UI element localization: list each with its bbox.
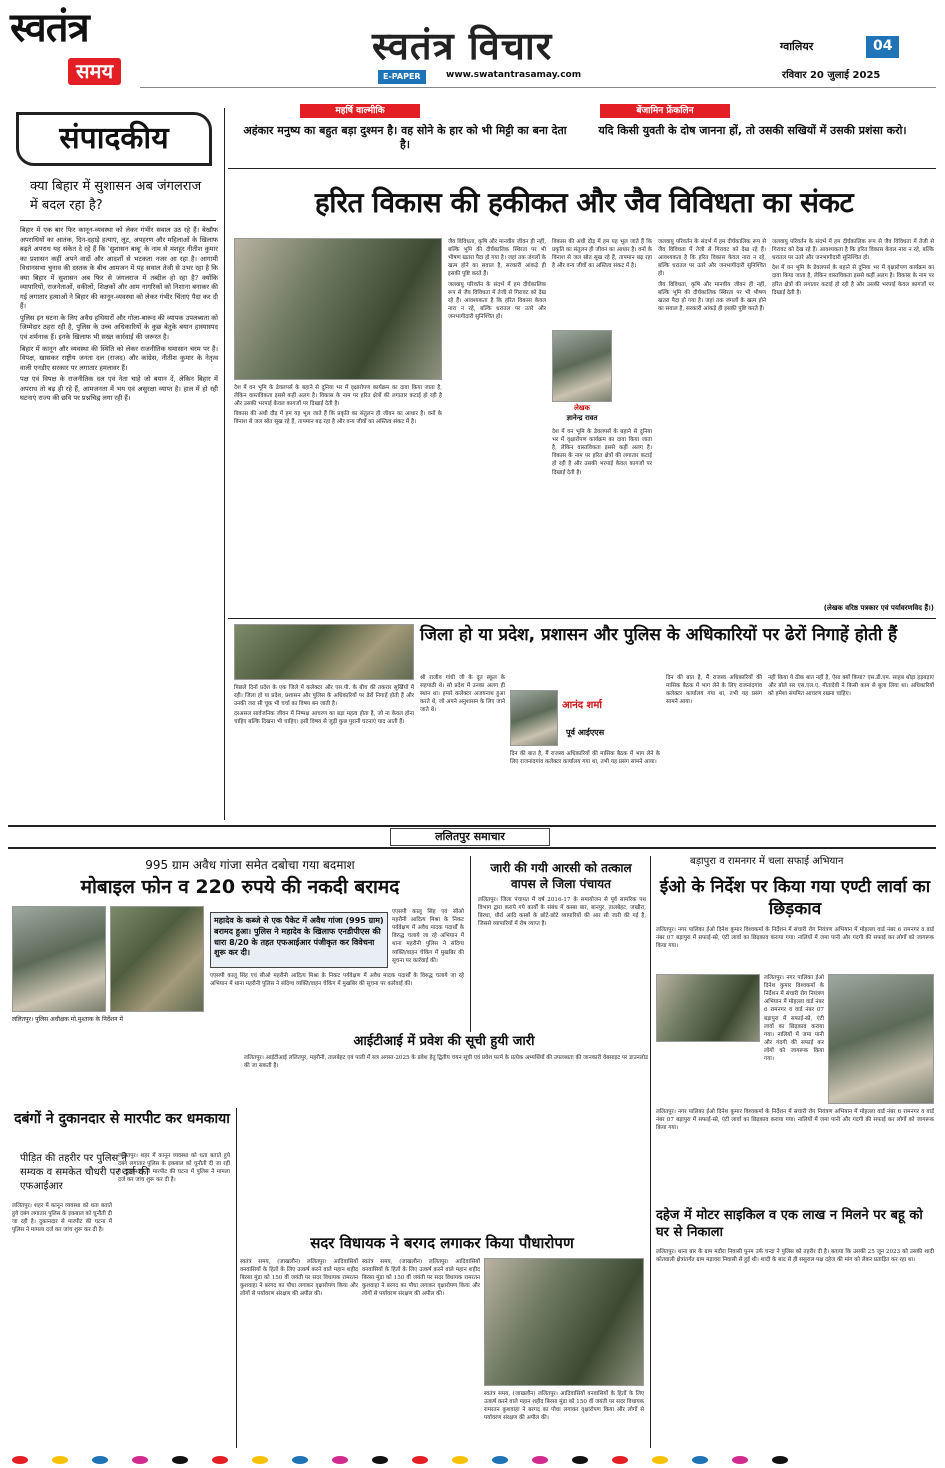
news1-photo-1: [12, 906, 106, 1012]
registration-dot: [492, 1456, 508, 1464]
page-title: स्वतंत्र विचार: [372, 23, 553, 68]
column-divider: [224, 108, 225, 820]
editorial-paragraph: पुलिस इन घटना के लिए अवैध हथियारों और गोला-बारूद की व्यापक उपलब्धता को जिम्मेदार ठहरा रही है, पुलिस के उच्च अधिकारियों के कुछ बेतुके बयान हास्यास्पद एवं शर्मनाक हैं। इनके खिलाफ भी सख्त कार्रवाई की जरूरत है।: [20, 313, 218, 342]
news6-body-col2: स्वतंत्र समय, (जाखलौन) ललितपुर। आदिवासियों वनवासियों के हितों के लिए उत्कर्ष करने वाले महान शहीद बिरसा मुंडा को 150 वीं जयंती पर सदर विधायक रामरतन कुशवाहा ने बरगद का पौधा लगाकर वृक्षारोपण किया और लोगों से पर्यावरण संरक्षण की अपील की।: [362, 1259, 480, 1298]
registration-dot: [532, 1456, 548, 1464]
news7-headline: दहेज में मोटर साइकिल व एक लाख न मिलने पर बहू को घर से निकाला: [656, 1208, 923, 1240]
news5-highlight: पीड़ित की तहरीर पर पुलिस ने सम्यक व समकेत चौधरी पर दर्ज की एफआईआर: [20, 1153, 149, 1192]
news1-body-side: एएसपी कालू सिंह एवं सीओ महरौनी आदित्य मिश्रा के निकट पर्यवेक्षण में अवैध मादक पदार्थों के विरुद्ध चलाये जा रहे अभियान में थाना महरौनी पुलिस ने संदिग्ध व्यक्ति/वाहन चेकिंग में मुखबिर की सूचना पर कार्रवाई की।: [392, 909, 464, 964]
edition-city: ग्वालियर: [780, 40, 814, 53]
second-paragraph: नहीं किया ये ठीक बात नहीं है, ऐसा क्यों किया? एस.डी.एम. साहब थोड़ा हड़बड़ाए और बोले सर एस.एल.ए. मीतादेवी ने किसी काम से बुला लिया था। अधिकारियों को हमेशा संयमित आचरण रखना चाहिए।: [768, 675, 934, 698]
news4-body: ललितपुर। नगर पालिका ईओ दिनेश कुमार विश्वकर्मा के निर्देशन में संचारी रोग नियंत्रण अभियान में मोहल्ला वार्ड नंबर 6 रामनगर व वार्ड नंबर 07 बड़ापुरा में सफाई-स्प्रे, एंटी लार्वा का छिड़काव कराया गया। नालियों में जमा पानी और गंदगी की सफाई कर लोगों को जागरूक किया गया।: [656, 927, 934, 950]
divider: [228, 618, 936, 619]
registration-dot: [332, 1456, 348, 1464]
quote-text-1: अहंकार मनुष्य का बहुत बड़ा दुश्मन है। वह सोने के हार को भी मिट्टी का बना देता है।: [243, 124, 567, 152]
lead-photo-seedling: [234, 238, 442, 380]
news1-body: एएसपी कालू सिंह एवं सीओ महरौनी आदित्य मिश्रा के निकट पर्यवेक्षण में अवैध मादक पदार्थों के विरुद्ध चलाये जा रहे अभियान में थाना महरौनी पुलिस ने संदिग्ध व्यक्ति/वाहन चेकिंग में मुखबिर की सूचना पर कार्रवाई की।: [210, 973, 464, 988]
quote-text-2: यदि किसी युवती के दोष जानना हों, तो उसकी सखियों में उसकी प्रशंसा करो।: [598, 124, 907, 137]
news6-body-col1: स्वतंत्र समय, (जाखलौन) ललितपुर। आदिवासियों वनवासियों के हितों के लिए उत्कर्ष करने वाले महान शहीद बिरसा मुंडा को 150 वीं जयंती पर सदर विधायक रामरतन कुशवाहा ने बरगद का पौधा लगाकर वृक्षारोपण किया और लोगों से पर्यावरण संरक्षण की अपील की।: [240, 1259, 358, 1298]
news5-body-col2: ललितपुर। शहर में कानून व्यवस्था को धता बताते हुये दबंग लगातार पुलिस के इकबाल को चुनौती दी जा रही है। दुकानदार से मारपीट की घटना में पुलिस ने मामला दर्ज कर जांच शुरू कर दी है।: [118, 1153, 230, 1184]
second-paragraph: दरअसल सार्वजनिक जीवन में निष्पक्ष आचरण का बड़ा महत्व होता है, जो ना केवल होना चाहिए बल्कि दिखना भी चाहिए। इसी विषय से जुड़ी कुछ पुरानी घटनाएं याद आती हैं।: [234, 711, 414, 726]
news7-body: ललितपुर। थाना बार के ग्राम मदौरा निवासी पुनम उर्फ चन्दा ने पुलिस को तहरीर दी है। बताया कि उसकी 25 जून 2023 को उसकी शादी कोतवाली क्षेत्रांतर्गत ग्राम मड़ावरा निवासी से हुई थी। शादी के बाद से ही ससुराल पक्ष दहेज की मांग को लेकर प्रताड़ित कर रहा था।: [656, 1249, 934, 1264]
lead-paragraph: विकास की अंधी दौड़ में हम यह भूल जाते हैं कि प्रकृति का संतुलन ही जीवन का आधार है। वनों के विनाश से जल स्रोत सूख रहे हैं, तापमान बढ़ रहा है और वन्य जीवों का अस्तित्व संकट में है।: [552, 239, 652, 270]
registration-dot: [732, 1456, 748, 1464]
lead-body-col5: [772, 238, 934, 602]
second-author-name: आनंद शर्मा: [562, 700, 602, 711]
registration-dot: [412, 1456, 428, 1464]
registration-dot: [372, 1456, 388, 1464]
edition-date: रविवार 20 जुलाई 2025: [782, 70, 881, 81]
second-body-col1: [234, 684, 414, 816]
news6-headline: सदर विधायक ने बरगद लगाकर किया पौधारोपण: [310, 1234, 574, 1252]
registration-dot: [652, 1456, 668, 1464]
editorial-body: [20, 226, 218, 816]
news4-kicker: बड़ापुरा व रामनगर में चला सफाई अभियान: [690, 856, 844, 867]
news6-body-col3: स्वतंत्र समय, (जाखलौन) ललितपुर। आदिवासियों वनवासियों के हितों के लिए उत्कर्ष करने वाले महान शहीद बिरसा मुंडा को 150 वीं जयंती पर सदर विधायक रामरतन कुशवाहा ने बरगद का पौधा लगाकर वृक्षारोपण किया और लोगों से पर्यावरण संरक्षण की अपील की।: [484, 1391, 644, 1422]
section-label: ललितपुर समाचार: [390, 828, 550, 846]
lead-paragraph: देश में वन भूमि के डेवलपर्स के बहाने से दुनिया भर में वृक्षारोपण कार्यक्रम का दावा किया जाता है, लेकिन वास्तविकता इससे कहीं अलग है। विकास के नाम पर हरित क्षेत्रों की लगातार कटाई हो रही है और उसकी भरपाई केवल कागजों पर दिखाई देती है।: [552, 429, 652, 476]
registration-strip: [0, 1452, 945, 1468]
lead-paragraph: जैव विविधता, कृषि और मानवीय जीवन ही नहीं, बल्कि भूमि की दीर्घकालिक स्थिरता पर भी भीषण खतरा पैदा हो गया है। जहां तक जंगलों के खत्म होने का सवाल है, सरकारी आंकड़े ही इसकी पुष्टि करते हैं।: [658, 281, 766, 312]
registration-dot: [772, 1456, 788, 1464]
news4-photo-1: [656, 974, 760, 1042]
lead-body-col2: [448, 238, 546, 614]
site-url[interactable]: www.swatantrasamay.com: [446, 70, 582, 80]
registration-dot: [132, 1456, 148, 1464]
column-divider: [650, 856, 651, 1448]
epaper-badge[interactable]: E-PAPER: [378, 70, 426, 84]
news1-headline: मोबाइल फोन व 220 रुपये की नकदी बरामद: [80, 876, 400, 898]
news5-headline: दबंगों ने दुकानदार से मारपीट कर धमकाया: [14, 1111, 230, 1127]
author-name: ज्ञानेन्द्र रावत: [566, 414, 598, 422]
registration-dot: [692, 1456, 708, 1464]
registration-dot: [52, 1456, 68, 1464]
lead-paragraph: जलवायु परिवर्तन के संदर्भ में हम दीर्घकालिक रूप से जैव विविधता में तेजी से गिरावट को देख रहे हैं। आवश्यकता है कि हरित विकास केवल नारा न रहे, बल्कि धरातल पर उतरे और जनभागीदारी सुनिश्चित हो।: [658, 239, 766, 278]
author-portrait: [552, 330, 612, 402]
news4-photo-2: [828, 974, 934, 1104]
second-paragraph: दिन की बात है, मैं राजस्व अधिकारियों की मासिक बैठक में भाग लेने के लिए राजनांदगांव कलेक्टर कार्यालय गया था, तभी यह प्रसंग सामने आया।: [666, 675, 762, 706]
registration-dot: [572, 1456, 588, 1464]
news4-body-col: ललितपुर। नगर पालिका ईओ दिनेश कुमार विश्वकर्मा के निर्देशन में संचारी रोग नियंत्रण अभियान में मोहल्ला वार्ड नंबर 6 रामनगर व वार्ड नंबर 07 बड़ापुरा में सफाई-स्प्रे, एंटी लार्वा का छिड़काव कराया गया। नालियों में जमा पानी और गंदगी की सफाई कर लोगों को जागरूक किया गया।: [764, 975, 824, 1063]
lead-paragraph: जलवायु परिवर्तन के संदर्भ में हम दीर्घकालिक रूप से जैव विविधता में तेजी से गिरावट को देख रहे हैं। आवश्यकता है कि हरित विकास केवल नारा न रहे, बल्कि धरातल पर उतरे और जनभागीदारी सुनिश्चित हो।: [772, 239, 934, 262]
quote-author-2: बेंजामिन फ्रेंकलिन: [600, 104, 730, 118]
editorial-label: संपादकीय: [16, 112, 212, 166]
second-paragraph: दिन की बात है, मैं राजस्व अधिकारियों की मासिक बैठक में भाग लेने के लिए राजनांदगांव कलेक्टर कार्यालय गया था, तभी यह प्रसंग सामने आया।: [510, 751, 660, 766]
editorial-headline: क्या बिहार में सुशासन अब जंगलराज में बदल रहा है?: [30, 179, 202, 213]
editorial-paragraph: बिहार में कानून और व्यवस्था की स्थिति को लेकर राजनीतिक घमासान चरम पर है। विपक्ष, खासकर राष्ट्रीय जनता दल (राजद) और कांग्रेस, नीतीश कुमार के नेतृत्व वाली एनडीए सरकार पर लगातार हमलावर हैं।: [20, 344, 218, 372]
lead-paragraph: देश में वन भूमि के डेवलपर्स के बहाने से दुनिया भर में वृक्षारोपण कार्यक्रम का दावा किया जाता है, लेकिन वास्तविकता इससे कहीं अलग है। विकास के नाम पर हरित क्षेत्रों की लगातार कटाई हो रही है और उसकी भरपाई केवल कागजों पर दिखाई देती है।: [234, 385, 442, 408]
registration-dot: [172, 1456, 188, 1464]
logo-top-text: स्वतंत्र: [10, 4, 89, 51]
news5-body-col1: ललितपुर। शहर में कानून व्यवस्था को धता बताते हुये दबंग लगातार पुलिस के इकबाल को चुनौती दी जा रही है। दुकानदार से मारपीट की घटना में पुलिस ने मामला दर्ज कर जांच शुरू कर दी है।: [12, 1203, 112, 1234]
registration-dot: [452, 1456, 468, 1464]
lead-paragraph: जलवायु परिवर्तन के संदर्भ में हम दीर्घकालिक रूप से जैव विविधता में तेजी से गिरावट को देख रहे हैं। आवश्यकता है कि हरित विकास केवल नारा न रहे, बल्कि धरातल पर उतरे और जनभागीदारी सुनिश्चित हो।: [448, 281, 546, 320]
column-divider: [236, 1108, 237, 1448]
second-paragraph: श्री राजीव गांधी जी के दूत स्कूल के सहपाठी थे। सो प्रदेश में उनका अलग ही स्थान था। हमारे कलेक्टर अजयनाथ हुआ करते थे, जो अपने अनुशासन के लिए जाने जाते थे।: [420, 675, 505, 714]
news3-body: ललितपुर। आईटीआई ललितपुर, महरौनी, तालबेहट एवं पाली में सत्र अगस्त-2025 के प्रवेश हेतु द्वितीय चयन सूची एवं प्रवेश फार्म के प्रत्येक अभ्यर्थियों की उपलब्धता की जानकारी वेबसाइट पर डाउनलोड की जा सकती है।: [244, 1055, 648, 1070]
divider: [228, 168, 936, 169]
logo-bottom-text: समय: [68, 58, 121, 85]
quote-author-1: महर्षि वाल्मीकि: [300, 104, 420, 118]
second-body-col3: [510, 750, 660, 816]
registration-dot: [292, 1456, 308, 1464]
editorial-paragraph: बिहार में एक बार फिर कानून-व्यवस्था को लेकर गंभीर सवाल उठ रहे हैं। बेखौफ अपराधियों का आतंक, दिन-दहाड़े हत्याएं, लूट, अपहरण और महिलाओं के खिलाफ बढ़ते अपराध यह संकेत दे रहे हैं कि 'सुशासन बाबू' के नाम से मशहूर नीतीश कुमार का प्रशासन कहीं अपने वादों और आदर्शों से भटकता नजर आ रहा है। आगामी विधानसभा चुनाव की दस्तक के बीच आमजन में यह सवाल तेजी से उभर रहा है कि क्या बिहार में सुशासन अब फिर से जंगलराज में तब्दील हो रहा है? क्योंकि व्यापारियों, राजनेताओं, वकीलों, शिक्षकों और आम नागरिकों को निशाना बनाकर की गई लगातार हत्याओं ने बिहार की कानून-व्यवस्था को लेकर गंभीर चिंताएं पैदा कर दी हैं।: [20, 226, 218, 311]
second-body-col2: [420, 674, 505, 816]
news2-body: ललितपुर। जिला पंचायत में वर्ष 2016-17 के समायोजन से पूर्व सामरिक पथ विभाग द्वारा कराये गये कार्यों के संबंध में कस्बा बार, बानपुर, तालबेहट, जखौरा, बिरधा, धौर्रा आदि कस्बों के छोटे-छोटे व्यापारियों की आर सी जारी की गई है, जिससे व्यापारियों में रोष व्याप्त है।: [478, 897, 646, 928]
author-label: लेखक: [574, 404, 590, 412]
registration-dot: [12, 1456, 28, 1464]
second-author-portrait: [510, 690, 558, 746]
masthead-logo[interactable]: [10, 6, 128, 96]
lead-paragraph: देश में वन भूमि के डेवलपर्स के बहाने से दुनिया भर में वृक्षारोपण कार्यक्रम का दावा किया जाता है, लेकिन वास्तविकता इससे कहीं अलग है। विकास के नाम पर हरित क्षेत्रों की लगातार कटाई हो रही है और उसकी भरपाई केवल कागजों पर दिखाई देती है।: [772, 265, 934, 296]
news6-photo: [484, 1258, 644, 1386]
news1-caption: ललितपुर। पुलिस अधीक्षक मो.मुश्ताक के निर्देशन में: [12, 1016, 123, 1023]
second-body-col4: [666, 674, 762, 816]
lead-headline: हरित विकास की हकीकत और जैव विविधता का संकट: [314, 186, 854, 219]
lead-body-col3: [552, 238, 652, 326]
editorial-paragraph: पक्ष एवं विपक्ष के राजनीतिक दल एवं नेता चाहे जो बयान दें, लेकिन बिहार में अपराध तो बढ़ ही रहे हैं, आमजनता में भय एवं असुरक्षा व्याप्त है। हाल में हो रही घटनाएं राज्य की छवि पर प्रश्नचिह्न लगा रही हैं।: [20, 375, 218, 403]
news4-headline: ईओ के निर्देश पर किया गया एण्टी लार्वा का छिड़काव: [659, 877, 931, 920]
news3-headline: आईटीआई में प्रवेश की सूची हुयी जारी: [353, 1034, 535, 1049]
column-divider: [470, 856, 471, 1032]
news1-highlight-box: महादेव के कब्जे से एक पैकेट में अवैध गांजा (995 ग्राम) बरामद हुआ। पुलिस ने महादेव के खिलाफ एनडीपीएस की धारा 8/20 के तहत एफआईआर पंजीकृत कर विवेचना शुरू कर दी।: [210, 912, 388, 968]
news4-body-more: ललितपुर। नगर पालिका ईओ दिनेश कुमार विश्वकर्मा के निर्देशन में संचारी रोग नियंत्रण अभियान में मोहल्ला वार्ड नंबर 6 रामनगर व वार्ड नंबर 07 बड़ापुरा में सफाई-स्प्रे, एंटी लार्वा का छिड़काव कराया गया। नालियों में जमा पानी और गंदगी की सफाई कर लोगों को जागरूक किया गया।: [656, 1109, 934, 1132]
lead-body-col3b: [552, 428, 652, 614]
lead-body-col4: [658, 238, 766, 614]
second-body-col5: [768, 674, 934, 816]
registration-dot: [252, 1456, 268, 1464]
second-headline: जिला हो या प्रदेश, प्रशासन और पुलिस के अधिकारियों पर ढेरों निगाहें होती हैं: [420, 625, 898, 645]
registration-dot: [212, 1456, 228, 1464]
second-top-photo: [234, 624, 414, 680]
news2-headline: जारी की गयी आरसी को तत्काल वापस ले जिला पंचायत: [490, 861, 632, 892]
second-paragraph: पिछले दिनों प्रदेश के एक जिले में कलेक्टर और एस.पी. के बीच की तकरार सुर्खियों में रही। जिला हो या प्रदेश, प्रशासन और पुलिस के अधिकारियों पर ढेरों निगाहें होती हैं और उनकी जरा सी चूक भी चर्चा का विषय बन जाती है।: [234, 685, 414, 708]
lead-footer: (लेखक वरिष्ठ पत्रकार एवं पर्यावरणविद हैं।): [823, 604, 934, 612]
registration-dot: [92, 1456, 108, 1464]
second-author-title: पूर्व आईएएस: [566, 728, 605, 737]
news1-kicker: 995 ग्राम अवैध गांजा समेत दबोचा गया बदमाश: [145, 858, 355, 872]
news1-photo-2: [110, 906, 204, 1012]
page-number: 04: [866, 36, 899, 58]
lead-paragraph: जैव विविधता, कृषि और मानवीय जीवन ही नहीं, बल्कि भूमि की दीर्घकालिक स्थिरता पर भी भीषण खतरा पैदा हो गया है। जहां तक जंगलों के खत्म होने का सवाल है, सरकारी आंकड़े ही इसकी पुष्टि करते हैं।: [448, 239, 546, 278]
lead-paragraph: विकास की अंधी दौड़ में हम यह भूल जाते हैं कि प्रकृति का संतुलन ही जीवन का आधार है। वनों के विनाश से जल स्रोत सूख रहे हैं, तापमान बढ़ रहा है और वन्य जीवों का अस्तित्व संकट में है।: [234, 411, 442, 426]
lead-body-col1: [234, 384, 442, 614]
registration-dot: [612, 1456, 628, 1464]
divider: [20, 220, 216, 221]
